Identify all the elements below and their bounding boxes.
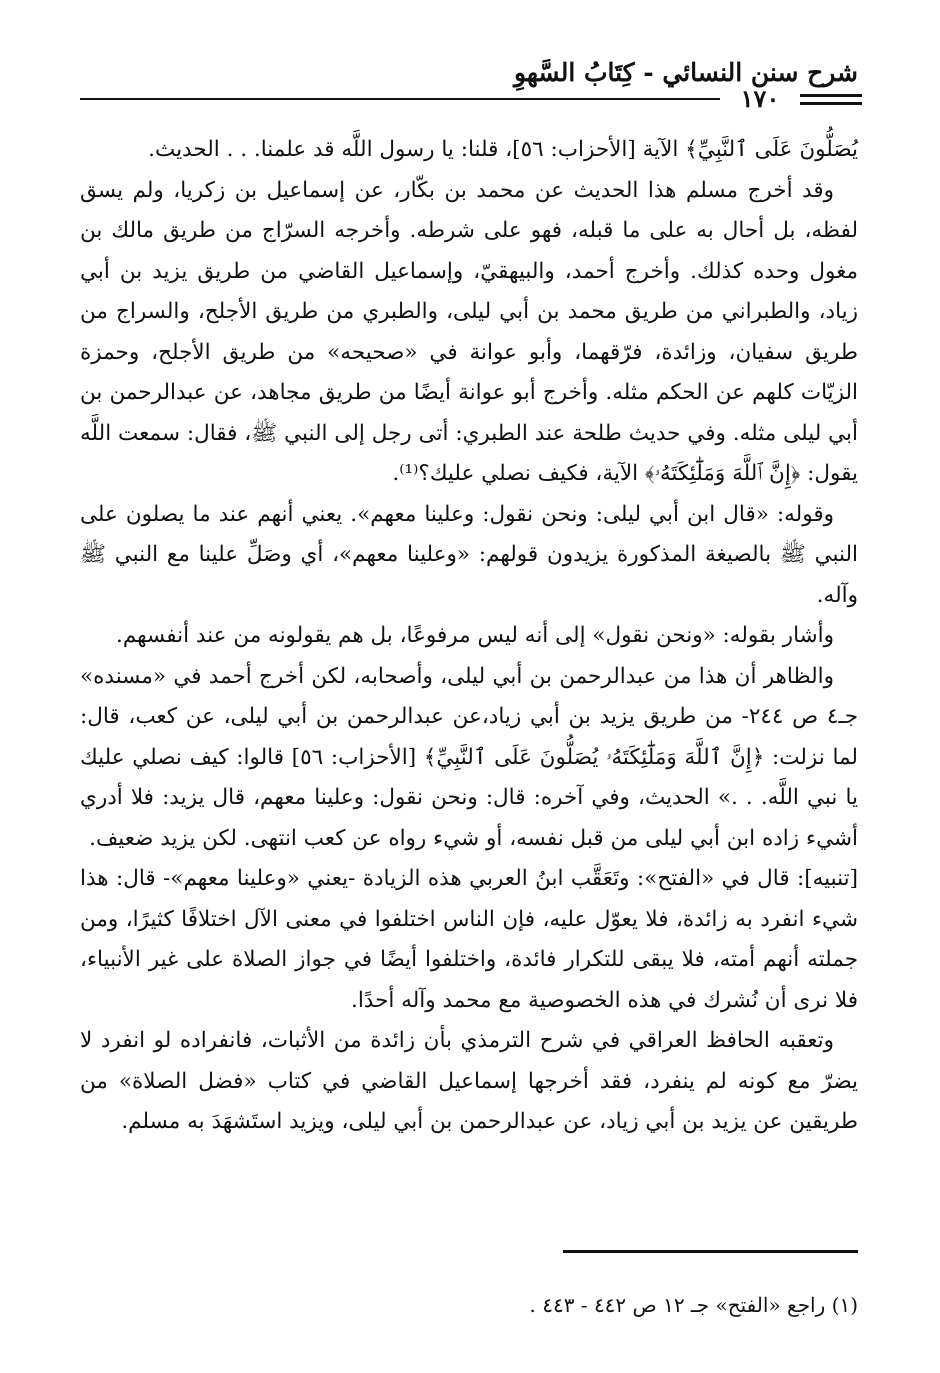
paragraph: وقد أخرج مسلم هذا الحديث عن محمد بن بكّار، عن إسماعيل بن زكريا، ولم يسق لفظه، بل أحال به على ما قبله، فهو على شرطه. وأخرجه السرّاج من طريق مالك بن مغول وحده كذلك. وأخرج أحمد، والبيهقيّ، وإسماعيل القاضي من طريق يزيد بن أبي زياد، والطبراني من طريق محمد بن أبي ليلى، والطبري من طريق الأجلح، والسراج من طريق سفيان، وزائدة، فرّقهما، وأبو عوانة في «صحيحه» من طريق الأجلح، وحمزة الزيّات كلهم عن الحكم مثله. وأخرج أبو عوانة أيضًا من طريق مجاهد، عن عبدالرحمن بن أبي ليلى مثله. وفي حديث طلحة عند الطبري: أتى رجل إلى النبي ﷺ، فقال: سمعت اللَّه يقول: ﴿إِنَّ ٱللَّهَ وَمَلَٰٓئِكَتَهُۥ﴾ الآية، فكيف نصلي عليك؟⁽¹⁾. [80, 177, 858, 486]
footnote: (١) راجع «الفتح» جـ ١٢ ص ٤٤٢ - ٤٤٣ . [529, 1293, 858, 1317]
header-divider-line [80, 98, 720, 100]
page-number-rule-top [800, 94, 862, 97]
paragraph: والظاهر أن هذا من عبدالرحمن بن أبي ليلى، وأصحابه، لكن أخرج أحمد في «مسنده» جـ٤ ص ٢٤٤- من طريق يزيد بن أبي زياد،عن عبدالرحمن بن أبي ليلى، عن كعب، قال: لما نزلت: ﴿إِنَّ ٱللَّهَ وَمَلَٰٓئِكَتَهُۥ يُصَلُّونَ عَلَى ٱلنَّبِيِّ﴾ [الأحزاب: ٥٦] قالوا: كيف نصلي عليك يا نبي اللَّه. . .» الحديث، وفي آخره: قال: ونحن نقول: وعلينا معهم، قال يزيد: فلا أدري أشيء زاده ابن أبي ليلى من قبل نفسه، أو شيء رواه عن كعب انتهى. لكن يزيد ضعيف. [80, 663, 858, 851]
paragraph: وأشار بقوله: «ونحن نقول» إلى أنه ليس مرفوعًا، بل هم يقولونه من عند أنفسهم. [115, 623, 834, 648]
page-number: ١٧٠ [740, 84, 780, 113]
header-title: شرح سنن النسائي - كِتَابُ السَّهوِ [513, 58, 858, 87]
paragraph: وقوله: «قال ابن أبي ليلى: ونحن نقول: وعلينا معهم». يعني أنهم عند ما يصلون على النبي ﷺ بالصيغة المذكورة يزيدون قولهم: «وعلينا معهم»، أي وصَلِّ علينا مع النبي ﷺ وآله. [80, 501, 858, 608]
paragraph: وتعقبه الحافظ العراقي في شرح الترمذي بأن زائدة من الأثبات، فانفراده لو انفرد لا يضرّ مع كونه لم ينفرد، فقد أخرجها إسماعيل القاضي في كتاب «فضل الصلاة» من طريقين عن يزيد بن أبي زياد، عن عبدالرحمن بن أبي ليلى، ويزيد استَشهَدَ به مسلم. [80, 1028, 858, 1134]
paragraph-continuation: يُصَلُّونَ عَلَى ٱلنَّبِيِّ﴾ الآية [الأحزاب: ٥٦]، قلنا: يا رسول اللَّه قد علمنا. . . الحديث. [148, 137, 858, 162]
paragraph-note: [تنبيه]: قال في «الفتح»: وتَعَقَّب ابنُ العربي هذه الزيادة -يعني «وعلينا معهم»- قال: هذا شيء انفرد به زائدة، فلا يعوّل عليه، فإن الناس اختلفوا في معنى الآل اختلافًا كثيرًا، ومن جملته أنهم أمته، فلا يبقى للتكرار فائدة، واختلفوا أيضًا في جواز الصلاة على غير الأنبياء، فلا نرى أن نُشرك في هذه الخصوصية مع محمد وآله أحدًا. [80, 866, 858, 1013]
main-text [80, 130, 858, 1143]
footnote-separator [563, 1250, 858, 1253]
page-number-rule-bottom [800, 102, 862, 105]
